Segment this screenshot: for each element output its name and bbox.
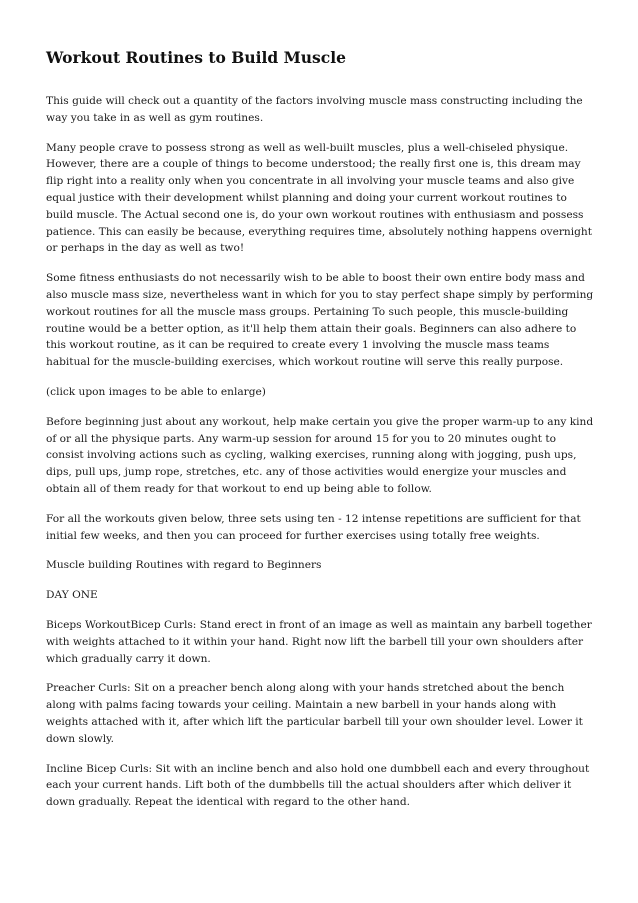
paragraph-incline-bicep-curls: Incline Bicep Curls: Sit with an incline bench and also hold one dumbbell each and every throughout each your current hands. Lift both of the dumbbells till the actual shoulders after which deliver it down gradually. Repeat the identical with regard to the other hand. xyxy=(46,762,590,809)
paragraph-bicep-curls: Biceps WorkoutBicep Curls: Stand erect in front of an image as well as maintain any barbell together with weights attached to it within your hand. Right now lift the barbell till your own shoulders after which gradually carry it down. xyxy=(46,618,592,665)
paragraph-physique: Many people crave to possess strong as well as well-built muscles, plus a well-chiseled physique. However, there are a couple of things to become understood; the really first one is, this dream may flip right into a reality only when you concentrate in all involving your muscle teams and also give equal justice with their development whilst planning and doing your current workout routines to build muscle. The Actual second one is, do your own workout routines with enthusiasm and possess patience. This can easily be because, everything requires time, absolutely nothing happens overnight or perhaps in the day as well as two! xyxy=(46,141,592,255)
document-title: Workout Routines to Build Muscle xyxy=(46,48,346,67)
paragraph-warm-up: Before beginning just about any workout, help make certain you give the proper warm-up to any kind of or all the physique parts. Any warm-up session for around 15 for you to 20 minutes ought to consist involving actions such as cycling, walking exercises, running along with jogging, push ups, dips, pull ups, jump rope, stretches, etc. any of those activities would energize your muscles and obtain all of them ready for that workout to end up being able to follow. xyxy=(46,415,594,495)
section-heading-day-one: DAY ONE xyxy=(46,589,98,602)
section-heading-beginners: Muscle building Routines with regard to Beginners xyxy=(46,559,322,572)
paragraph-preacher-curls: Preacher Curls: Sit on a preacher bench along along with your hands stretched about the bench along with palms facing towards your ceiling. Maintain a new barbell in your hands along with weights attached with it, after which lift the particular barbell till your own shoulder level. Lower it down slowly. xyxy=(46,682,583,745)
paragraph-sets: For all the workouts given below, three sets using ten - 12 intense repetitions are sufficient for that initial few weeks, and then you can proceed for further exercises using totally free weights. xyxy=(46,512,581,542)
paragraph-fitness-enthusiasts: Some fitness enthusiasts do not necessarily wish to be able to boost their own entire body mass and also muscle mass size, nevertheless want in which for you to stay perfect shape simply by performing workout routines for all the muscle mass groups. Pertaining To such people, this muscle-building routine would be a better option, as it'll help them attain their goals. Beginners can also adhere to this workout routine, as it can be required to create every 1 involving the muscle mass teams habitual for the muscle-building exercises, which workout routine will serve this really purpose. xyxy=(46,272,594,369)
paragraph-click-images: (click upon images to be able to enlarge) xyxy=(46,385,266,398)
document-page xyxy=(46,46,594,824)
paragraph-intro: This guide will check out a quantity of the factors involving muscle mass constructing including the way you take in as well as gym routines. xyxy=(46,95,583,124)
